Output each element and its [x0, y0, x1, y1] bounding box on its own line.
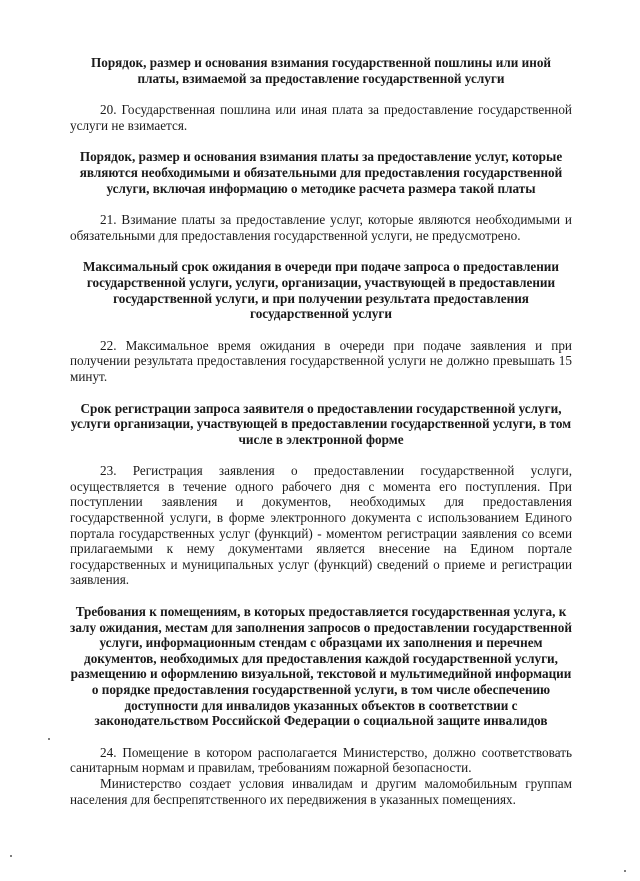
section-heading-registration-term: Срок регистрации запроса заявителя о предоставлении государственной услуги, услуги организации, участвующей в предоставлении государственной услуги, в том числе в электронной форме — [70, 400, 572, 447]
section-heading-queue-time: Максимальный срок ожидания в очереди при подаче запроса о предоставлении государственной услуги, услуги, организации, участвующей в предоставлении государственной услуги, и при получении результата предоставления государственной услуги — [82, 259, 560, 322]
paragraph-20: 20. Государственная пошлина или иная плата за предоставление государственной услуги не взимается. — [70, 102, 572, 133]
paragraph-24: 24. Помещение в котором располагается Министерство, должно соответствовать санитарным нормам и правилам, требованиям пожарной безопасности. — [70, 744, 572, 776]
section-heading-premises-requirements: Требования к помещениям, в которых предоставляется государственная услуга, к залу ожидания, местам для заполнения запросов о предоставлении государственной услуги, информационным стендам с образцами их заполнения и перечнем документов, необходимых для предоставления каждой государственной услуги, размещению и оформлению визуальной, текстовой и мультимедийной информации о порядке предоставления государственной услуги, в том числе обеспечению доступности для инвалидов указанных объектов в соответствии с законодательством Российской Федерации о социальной защите инвалидов — [70, 604, 572, 729]
section-heading-fee-for-services: Порядок, размер и основания взимания платы за предоставление услуг, которые являются необходимыми и обязательными для предоставления государственной услуги, включая информацию о методике расчета размера такой платы — [79, 149, 563, 196]
scan-speck — [624, 870, 626, 872]
section-heading-state-duty: Порядок, размер и основания взимания государственной пошлины или иной платы, взимаемой за предоставление государственной услуги — [90, 55, 552, 86]
paragraph-21: 21. Взимание платы за предоставление услуг, которые являются необходимыми и обязательными для предоставления государственной услуги, не предусмотрено. — [70, 212, 572, 243]
paragraph-23: 23. Регистрация заявления о предоставлении государственной услуги, осуществляется в течение одного рабочего дня с момента его поступления. При поступлении заявления и документов, необходимых для предоставления государственной услуги, в форме электронного документа с использованием Единого портала государственных услуг (функций) - моментом регистрации заявления со всеми прилагаемыми к нему документами является внесение на Едином портале государственных и муниципальных услуг (функций) сведений о приеме и регистрации заявления. — [70, 463, 572, 588]
document-body — [70, 55, 572, 807]
paragraph-22: 22. Максимальное время ожидания в очереди при подаче заявления и при получении результата предоставления государственной услуги не должно превышать 15 минут. — [70, 337, 572, 384]
scan-speck — [48, 738, 50, 740]
scan-speck — [10, 855, 12, 857]
paragraph-24-continued: Министерство создает условия инвалидам и другим маломобильным группам населения для беспрепятственного их передвижения в указанных помещениях. — [70, 775, 572, 807]
